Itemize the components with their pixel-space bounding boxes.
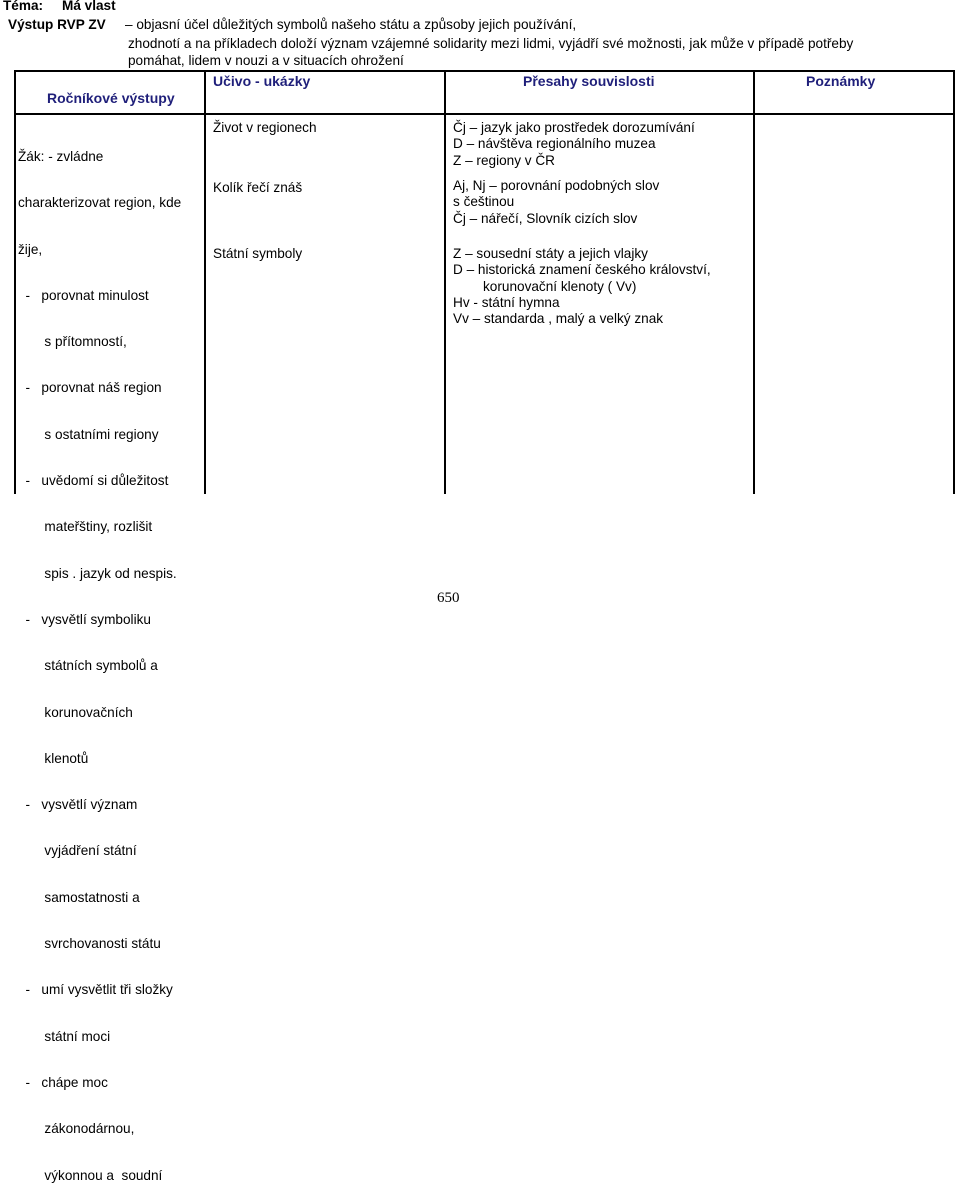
column-divider-1 [204, 70, 206, 494]
topic-zivot-v-regionech: Život v regionech [213, 120, 317, 135]
table-top-border [14, 70, 955, 72]
list-item: mateřštiny, rozlišit [18, 519, 153, 535]
rvp-line-1: – objasní účel důležitých symbolů našeho státu a způsoby jejich používání, [125, 17, 577, 32]
list-item: Hv - státní hymna [453, 294, 560, 310]
list-item: s přítomností, [18, 334, 127, 350]
outcomes-list [18, 119, 181, 1199]
list-item: - vysvětlí význam [18, 797, 138, 813]
column-divider-3 [753, 70, 755, 494]
header-presahy: Přesahy souvislosti [523, 73, 655, 89]
list-item: D – historická znamení českého království, [453, 262, 711, 278]
list-item: Z – regiony v ČR [453, 152, 555, 168]
list-item: Čj – nářečí, Slovník cizích slov [453, 210, 638, 226]
list-item: klenotů [18, 750, 89, 766]
list-item: D – návštěva regionálního muzea [453, 136, 656, 152]
crosslinks-group-3 [453, 246, 711, 327]
table-header-divider [14, 113, 955, 115]
list-item: zákonodárnou, [18, 1121, 135, 1137]
list-item: - porovnat náš region [18, 380, 162, 396]
crosslinks-group-1 [453, 120, 695, 169]
list-item: s češtinou [453, 194, 515, 210]
list-item: korunovační klenoty ( Vv) [483, 278, 637, 294]
list-item: Z – sousední státy a jejich vlajky [453, 246, 648, 261]
topic-value: Má vlast [62, 0, 116, 13]
list-item: spis . jazyk od nespis. [18, 565, 177, 581]
list-item: státní moci [18, 1028, 111, 1044]
list-item: výkonnou a soudní [18, 1167, 163, 1183]
topic-label: Téma: [3, 0, 44, 13]
header-rocnikove-vystupy: Ročníkové výstupy [47, 90, 175, 106]
list-item: - uvědomí si důležitost [18, 473, 169, 489]
list-item: samostatnosti a [18, 889, 140, 905]
list-item: - umí vysvětlit tři složky [18, 982, 173, 998]
list-item: Vv – standarda , malý a velký znak [453, 311, 664, 327]
list-item: korunovačních [18, 704, 133, 720]
list-item: vyjádření státní [18, 843, 137, 859]
list-item: s ostatními regiony [18, 426, 159, 442]
list-item: Aj, Nj – porovnání podobných slov [453, 178, 660, 193]
topic-kolik-reci-znas: Kolík řečí znáš [213, 180, 303, 195]
list-item: svrchovanosti státu [18, 936, 161, 952]
list-item: - vysvětlí symboliku [18, 611, 151, 627]
list-item: Žák: - zvládne [18, 149, 104, 164]
table-left-border [14, 70, 16, 494]
crosslinks-group-2 [453, 178, 659, 227]
rvp-line-2: zhodnotí a na příkladech doloží význam vzájemné solidarity mezi lidmi, vyjádří své možnosti, jak může v případě potřeby [128, 36, 854, 51]
list-item: - chápe moc [18, 1074, 108, 1090]
topic-statni-symboly: Státní symboly [213, 246, 303, 261]
list-item: státních symbolů a [18, 658, 158, 674]
header-poznamky: Poznámky [806, 73, 876, 89]
rvp-label: Výstup RVP ZV [8, 17, 106, 32]
page-number: 650 [437, 590, 460, 606]
column-divider-2 [444, 70, 446, 494]
list-item: žije, [18, 241, 43, 257]
header-ucivo: Učivo - ukázky [213, 73, 311, 89]
list-item: Čj – jazyk jako prostředek dorozumívání [453, 120, 695, 135]
list-item: - porovnat minulost [18, 287, 149, 303]
list-item: charakterizovat region, kde [18, 195, 182, 211]
rvp-line-3: pomáhat, lidem v nouzi a v situacích ohrožení [128, 53, 404, 68]
table-right-border [953, 70, 955, 494]
